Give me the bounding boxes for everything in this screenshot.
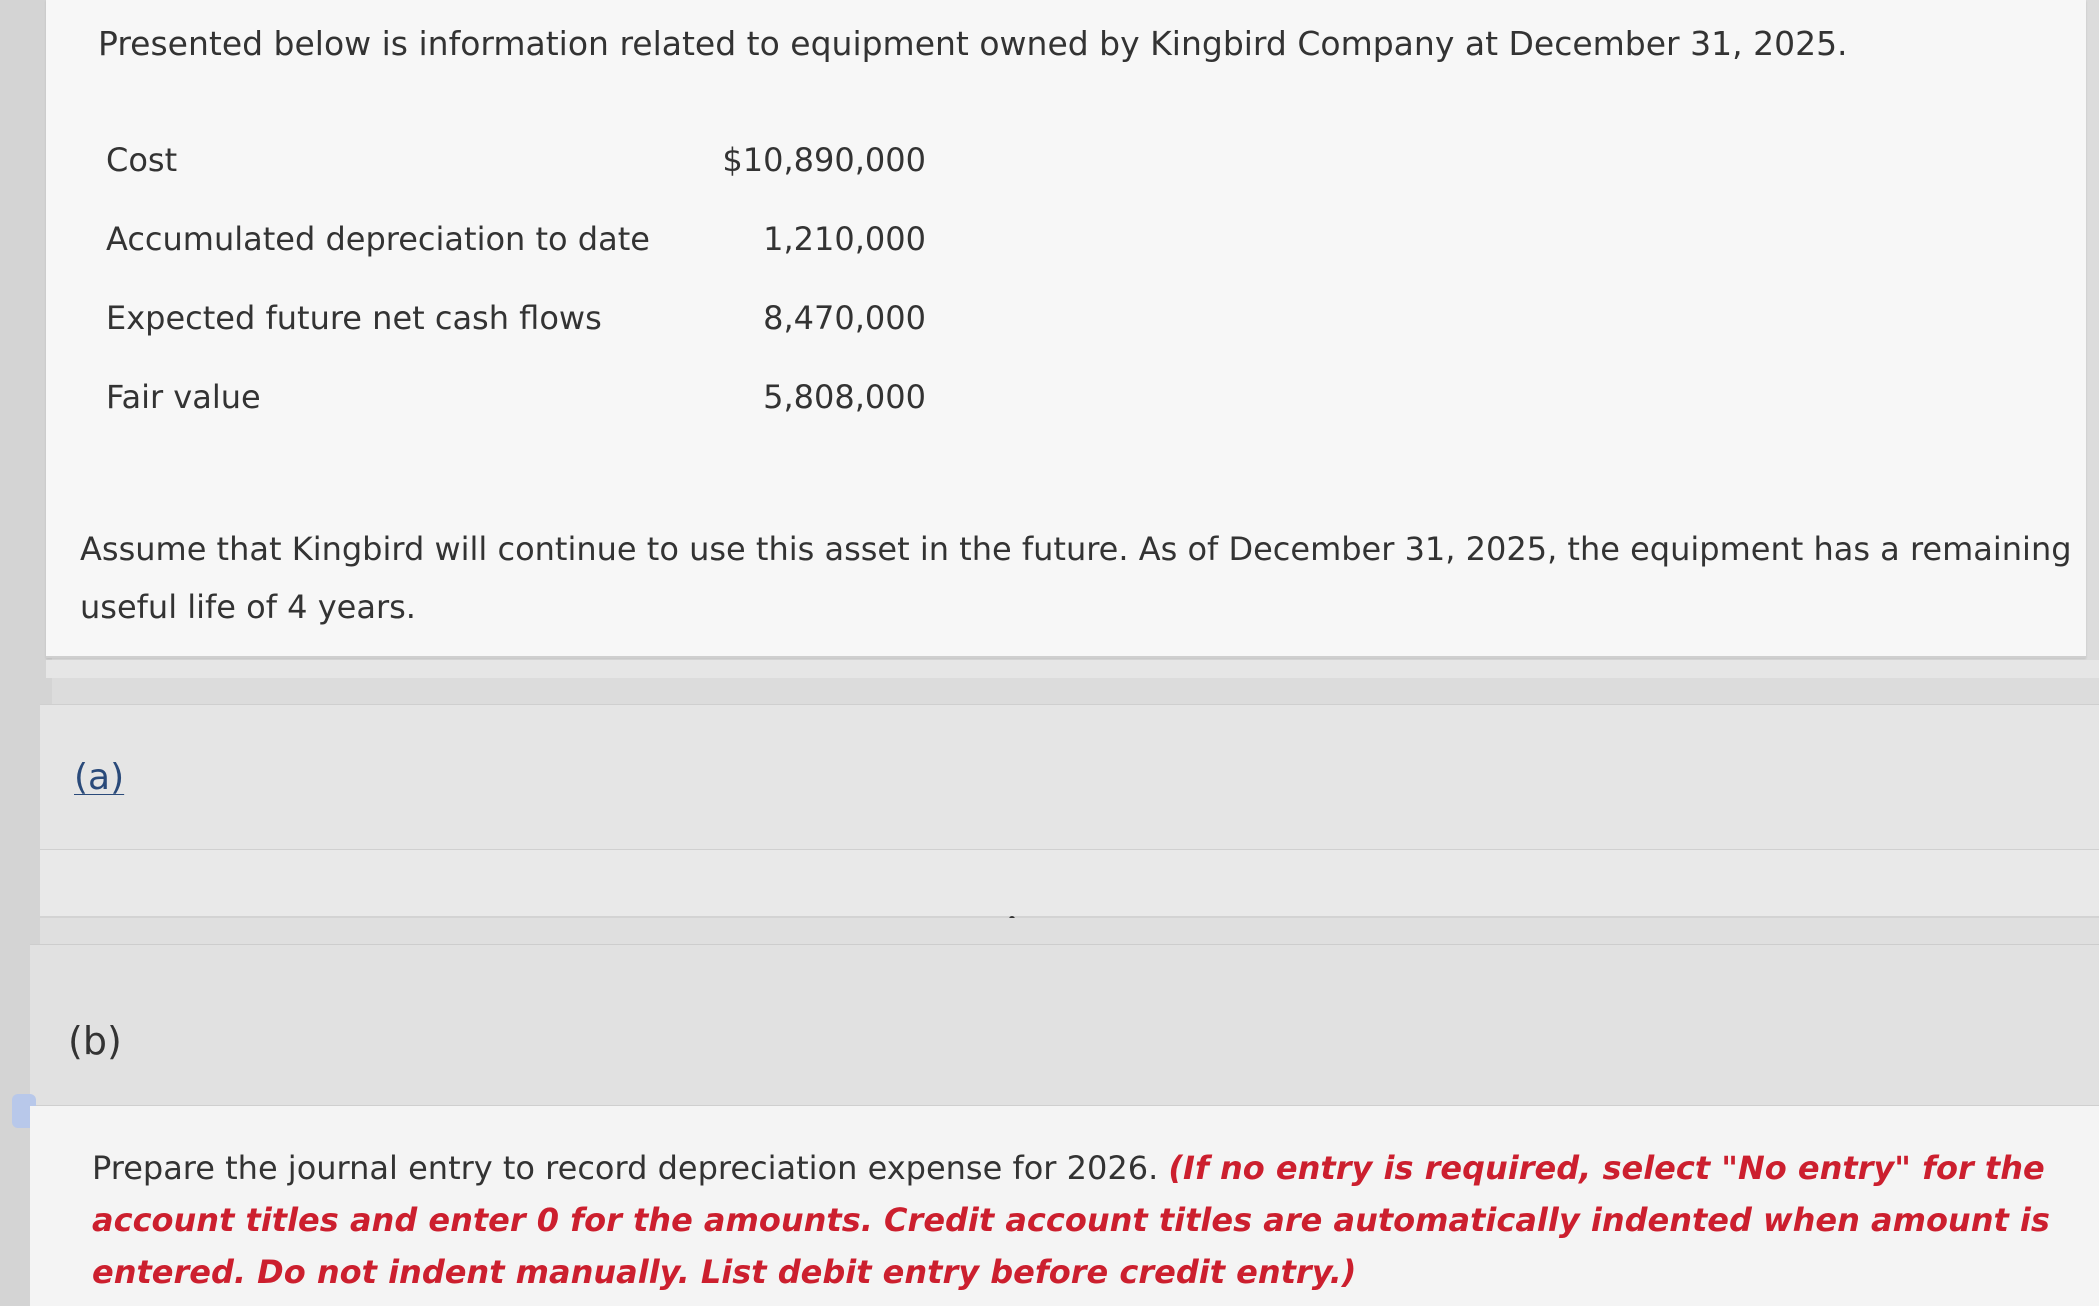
part-a-section-body [40,850,2099,918]
part-a-section-header[interactable] [40,704,2099,851]
row-value-cost: $10,890,000 [722,140,926,179]
assumption-text: Assume that Kingbird will continue to use this asset in the future. As of December 31, 2025, the equipment has a remaining useful life of 4 years. [80,530,2072,626]
part-a-link[interactable]: (a) [74,757,125,798]
row-label-accumulated-depreciation: Accumulated depreciation to date [106,219,650,258]
row-label-expected-cash-flows: Expected future net cash flows [106,298,602,337]
instructions-paragraph [92,1142,2077,1298]
section-divider [40,918,2099,944]
part-b-label: (b) [68,1019,122,1063]
table-row [106,278,926,357]
part-b-instructions [30,1106,2099,1306]
instructions-main-text: Prepare the journal entry to record depreciation expense for 2026. [92,1149,1169,1187]
section-divider [46,660,2099,678]
table-row [106,199,926,278]
part-b-section-header[interactable] [30,944,2099,1107]
instructions-note-text: (If no entry is required, select "No entry" for the account titles and enter 0 for the amounts. Credit account titles are automatically indented when amount is entered. Do not indent manually. List debit entry before credit entry.) [92,1149,2050,1291]
row-label-fair-value: Fair value [106,377,261,416]
problem-statement-card [46,0,2086,658]
row-value-fair-value: 5,808,000 [763,377,926,416]
row-value-expected-cash-flows: 8,470,000 [763,298,926,337]
row-value-accumulated-depreciation: 1,210,000 [763,219,926,258]
equipment-data-table [106,120,926,436]
table-row [106,120,926,199]
table-row [106,357,926,436]
problem-intro-text: Presented below is information related to equipment owned by Kingbird Company at December 31, 2025. [98,24,1848,63]
row-label-cost: Cost [106,140,178,179]
